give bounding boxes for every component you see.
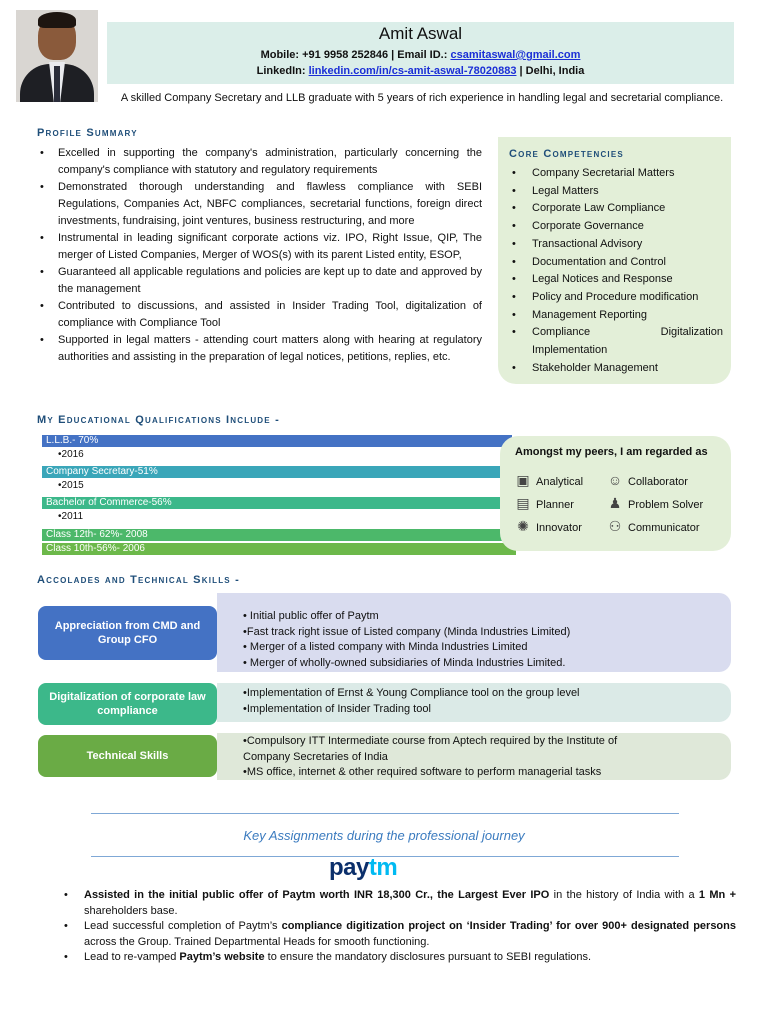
education-title: My Educational Qualifications Include - xyxy=(37,414,280,426)
accolade-point: •Implementation of Ernst & Young Compliance tool on the group level xyxy=(243,687,580,699)
paytm-logo xyxy=(329,854,415,886)
candidate-name: Amit Aswal xyxy=(378,24,463,43)
mobile-number: +91 9958 252846 xyxy=(302,49,389,61)
key-assignment-item xyxy=(60,919,736,950)
competency-item: • Company Secretarial Matters xyxy=(508,165,723,183)
profile-summary-item: • Demonstrated thorough understanding and flawless compliance with SEBI Regulations, Companies Act, NBFC compliances, secretarial functions, foreign direct investments, fundraising, joint ventures, business restructuring, and more xyxy=(36,179,482,230)
profile-summary-item: • Excelled in supporting the company's administration, particularly concerning the company's compliance with statutory and regulatory requirements xyxy=(36,145,482,179)
mobile-label: Mobile: xyxy=(260,49,300,61)
competency-item: • Legal Matters xyxy=(508,183,723,201)
email-label: Email ID.: xyxy=(397,49,448,61)
education-year: •2016 xyxy=(58,449,84,460)
competency-item: • Documentation and Control xyxy=(508,254,723,272)
peer-label: Communicator xyxy=(628,522,700,534)
accolade-point: • Merger of wholly-owned subsidiaries of Minda Industries Limited. xyxy=(243,656,566,669)
education-year: •2011 xyxy=(58,511,84,522)
accolade-point: Company Secretaries of India xyxy=(243,750,388,763)
person-icon: ♟ xyxy=(608,495,622,511)
key-assignment-item xyxy=(60,950,736,966)
accolade-point: •MS office, internet & other required software to perform managerial tasks xyxy=(243,766,602,778)
accolade-point: •Compulsory ITT Intermediate course from Aptech required by the Institute of xyxy=(243,735,618,747)
people-icon: ☺ xyxy=(607,472,623,488)
accolade-point: •Implementation of Insider Trading tool xyxy=(243,702,431,715)
peer-label: Collaborator xyxy=(628,476,688,488)
key-assignment-text: Lead to re-vamped xyxy=(84,951,180,963)
profile-summary-item: • Guaranteed all applicable regulations and policies are kept up to date and approved by the management xyxy=(36,264,482,298)
accolades-title: Accolades and Technical Skills - xyxy=(37,574,240,586)
accolade-point: •Fast track right issue of Listed company (Minda Industries Limited) xyxy=(243,625,571,638)
contact-line-2: LinkedIn: linkedin.com/in/cs-amit-aswal-78020883 | Delhi, India xyxy=(256,65,585,77)
chart-icon: ▣ xyxy=(516,472,530,488)
linkedin-label: LinkedIn: xyxy=(256,65,306,77)
email-link[interactable]: csamitaswal@gmail.com xyxy=(450,49,581,61)
key-assignment-text: in the history of India with a xyxy=(549,889,699,901)
key-assignments-title: Key Assignments during the professional journey xyxy=(243,828,525,843)
contact-line-1: Mobile: +91 9958 252846 | Email ID.: csamitaswal@gmail.com xyxy=(260,49,581,61)
tagline: A skilled Company Secretary and LLB graduate with 5 years of rich experience in handling legal and secretarial compliance. xyxy=(120,92,724,104)
competency-list xyxy=(508,165,723,377)
accolade-label: Technical Skills xyxy=(38,735,217,777)
header-box xyxy=(107,22,734,84)
competency-item: • Legal Notices and Response xyxy=(508,271,723,289)
location: Delhi, India xyxy=(525,65,585,77)
core-competencies-title: Core Competencies xyxy=(509,148,624,160)
competency-item: • Corporate Governance xyxy=(508,218,723,236)
accolade-label: Appreciation from CMD and Group CFO xyxy=(38,606,217,660)
gear-head-icon: ✺ xyxy=(517,518,529,534)
competency-item: • Policy and Procedure modification xyxy=(508,289,723,307)
competency-item: • Corporate Law Compliance xyxy=(508,200,723,218)
education-bar: Bachelor of Commerce-56% xyxy=(42,497,512,509)
key-assignment-bold: 1 Mn + xyxy=(698,889,736,901)
peers-title: Amongst my peers, I am regarded as xyxy=(515,446,708,458)
peer-label: Analytical xyxy=(536,476,584,488)
key-assignment-text: across the Group. Trained Departmental Heads for smooth functioning. xyxy=(84,935,430,948)
key-assignment-text: Lead successful completion of Paytm’s xyxy=(84,920,282,932)
key-assignment-bold: Paytm’s website xyxy=(179,951,265,963)
profile-photo xyxy=(16,10,98,102)
key-assignment-item xyxy=(60,888,736,919)
accolade-details xyxy=(217,683,731,722)
peer-label: Innovator xyxy=(536,522,582,534)
competency-item: • Stakeholder Management xyxy=(508,360,723,378)
education-bar: Company Secretary-51% xyxy=(42,466,512,478)
education-bar: Class 12th- 62%- 2008 xyxy=(42,529,516,541)
profile-summary-item: • Instrumental in leading significant corporate actions viz. IPO, Right Issue, QIP, The merger of Listed Companies, Merger of WOS(s) with its parent Listed entity, ESOP, xyxy=(36,230,482,264)
accolade-details xyxy=(217,733,731,780)
competency-item: • Management Reporting xyxy=(508,307,723,325)
profile-summary-title: Profile Summary xyxy=(37,127,138,139)
key-assignment-bold: compliance digitization project on ‘Insider Trading’ for over 900+ designated persons xyxy=(281,920,736,932)
education-year: •2015 xyxy=(58,480,84,491)
profile-summary-item: • Supported in legal matters - attending court matters along with hearing at regulatory authorities and assisting in the preparation of legal notices, petitions, replies, etc. xyxy=(36,332,482,366)
education-bar: Class 10th-56%- 2006 xyxy=(42,543,516,555)
key-assignment-text: shareholders base. xyxy=(84,904,178,917)
paytm-logo-tm: tm xyxy=(368,854,398,881)
calendar-icon: ▤ xyxy=(516,495,530,511)
accolade-label: Digitalization of corporate law compliance xyxy=(38,683,217,725)
paytm-logo-pay: pay xyxy=(329,854,369,881)
key-assignment-bold: Assisted in the initial public offer of Paytm worth INR 18,300 Cr., the Largest Ever IPO xyxy=(84,889,550,901)
competency-item: • Compliance Digitalization Implementation xyxy=(508,324,723,359)
divider-top xyxy=(91,813,679,814)
education-bar: L.L.B.- 70% xyxy=(42,435,512,447)
profile-summary-item: • Contributed to discussions, and assisted in Insider Trading Tool, digitalization of compliance with Compliance Tool xyxy=(36,298,482,332)
profile-summary-list xyxy=(36,145,482,366)
key-assignments-list xyxy=(60,888,736,966)
group-icon: ⚇ xyxy=(608,518,622,534)
linkedin-link[interactable]: linkedin.com/in/cs-amit-aswal-78020883 xyxy=(308,65,517,77)
peer-label: Problem Solver xyxy=(628,499,704,511)
accolade-point: • Merger of a listed company with Minda Industries Limited xyxy=(243,641,528,653)
peer-label: Planner xyxy=(536,499,574,511)
key-assignment-text: to ensure the mandatory disclosures pursuant to SEBI regulations. xyxy=(264,951,592,963)
competency-item: • Transactional Advisory xyxy=(508,236,723,254)
accolade-point: • Initial public offer of Paytm xyxy=(243,610,379,622)
accolade-details xyxy=(217,593,731,672)
